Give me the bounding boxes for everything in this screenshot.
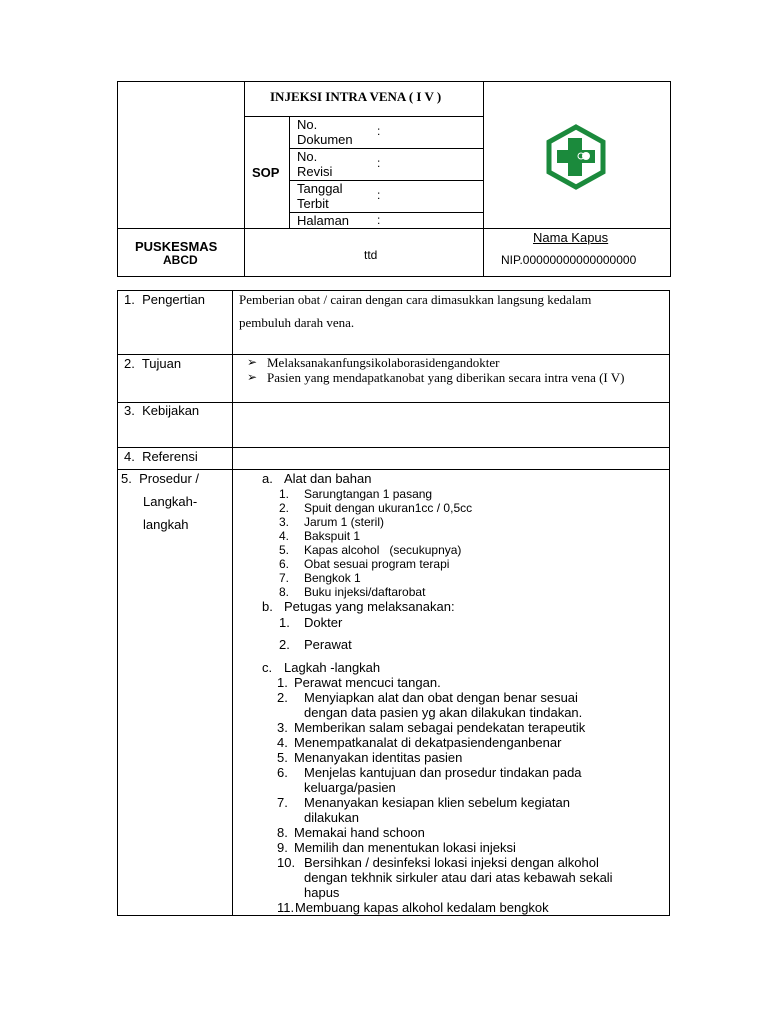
langkah-step-number: 4.: [277, 735, 288, 750]
langkah-step-number: 2.: [277, 690, 288, 705]
petugas-item-2: Perawat: [304, 637, 352, 652]
document-title: INJEKSI INTRA VENA ( I V ): [270, 89, 442, 104]
alat-item-number: 1.: [279, 487, 290, 501]
alat-item-number: 7.: [279, 571, 290, 585]
field-no-dokumen-sep: :: [377, 124, 381, 138]
langkah-step-number: 6.: [277, 765, 288, 780]
subsection-c-title: Lagkah -langkah: [284, 660, 381, 675]
langkah-step-text: Membuang kapas alkohol kedalam bengkok: [295, 900, 549, 915]
field-halaman-sep: :: [377, 213, 381, 227]
subsection-b-marker: b.: [262, 599, 273, 614]
alat-item: Bakspuit 1: [304, 529, 361, 543]
field-no-dokumen-label: No. Dokumen: [297, 117, 353, 147]
langkah-step-number: 9.: [277, 840, 288, 855]
tujuan-item-text: Pasien yang mendapatkanobat yang diberikan secara intra vena (I V): [267, 370, 625, 385]
petugas-item-1: Dokter: [304, 615, 343, 630]
langkah-step-number: 11.: [277, 900, 295, 915]
alat-item-number: 5.: [279, 543, 290, 557]
petugas-item-1-number: 1.: [279, 615, 290, 630]
langkah-step-text: dengan tekhnik sirkuler atau dari atas kebawah sekali: [304, 870, 613, 885]
petugas-item-2-number: 2.: [279, 637, 290, 652]
langkah-step-number: 3.: [277, 720, 288, 735]
langkah-step-number: 7.: [277, 795, 288, 810]
head-title: Nama Kapus: [533, 230, 609, 245]
langkah-step-text: Menjelas kantujuan dan prosedur tindakan pada: [304, 765, 582, 780]
org-name-line2: ABCD: [163, 253, 198, 267]
head-nip: NIP.00000000000000000: [501, 253, 637, 267]
alat-item: Buku injeksi/daftarobat: [304, 585, 426, 599]
list-item: [245, 355, 665, 370]
subsection-c-marker: c.: [262, 660, 273, 675]
alat-item-number: 2.: [279, 501, 290, 515]
alat-item: Bengkok 1: [304, 571, 361, 585]
langkah-step-text: dengan data pasien yg akan dilakukan tindakan.: [304, 705, 583, 720]
section-prosedur-label-line1: 5. Prosedur /: [121, 471, 200, 486]
langkah-step-number: 10.: [277, 855, 296, 870]
alat-item: Sarungtangan 1 pasang: [304, 487, 433, 501]
langkah-step-text: Memilih dan menentukan lokasi injeksi: [294, 840, 516, 855]
section-pengertian-label: 1. Pengertian: [124, 292, 205, 307]
langkah-step-text: Menanyakan identitas pasien: [294, 750, 463, 765]
alat-item: Jarum 1 (steril): [304, 515, 385, 529]
alat-item-number: 8.: [279, 585, 290, 599]
section-pengertian-text-line2: pembuluh darah vena.: [239, 315, 355, 330]
langkah-step-text: dilakukan: [304, 810, 359, 825]
alat-item-number: 4.: [279, 529, 290, 543]
langkah-step-text: Menyiapkan alat dan obat dengan benar sesuai: [304, 690, 578, 705]
langkah-step-text: Perawat mencuci tangan.: [294, 675, 441, 690]
alat-item: Obat sesuai program terapi: [304, 557, 450, 571]
subsection-a-marker: a.: [262, 471, 273, 486]
section-pengertian-text-line1: Pemberian obat / cairan dengan cara dimasukkan langsung kedalam: [239, 292, 592, 307]
subsection-a-title: Alat dan bahan: [284, 471, 372, 486]
langkah-step-text: Bersihkan / desinfeksi lokasi injeksi dengan alkohol: [304, 855, 599, 870]
langkah-step-text: Memakai hand schoon: [294, 825, 425, 840]
field-no-revisi-label: No. Revisi: [297, 149, 333, 179]
arrow-bullet-icon: ➢: [247, 370, 258, 384]
alat-item: Spuit dengan ukuran1cc / 0,5cc: [304, 501, 473, 515]
section-referensi-label: 4. Referensi: [124, 449, 198, 464]
field-halaman-label: Halaman: [297, 213, 350, 228]
section-prosedur-label-line2: Langkah-: [143, 494, 198, 509]
tujuan-list: [245, 355, 665, 385]
langkah-step-number: 8.: [277, 825, 288, 840]
langkah-step-text: Menanyakan kesiapan klien sebelum kegiatan: [304, 795, 570, 810]
alat-item-number: 6.: [279, 557, 290, 571]
langkah-step-text: keluarga/pasien: [304, 780, 396, 795]
subsection-b-title: Petugas yang melaksanakan:: [284, 599, 455, 614]
puskesmas-logo-icon: [543, 124, 609, 190]
langkah-step-number: 5.: [277, 750, 288, 765]
org-name-line1: PUSKESMAS: [135, 239, 218, 254]
section-tujuan-label: 2. Tujuan: [124, 356, 182, 371]
list-item: [245, 370, 665, 385]
langkah-step-number: 1.: [277, 675, 288, 690]
langkah-step-text: Memberikan salam sebagai pendekatan terapeutik: [294, 720, 586, 735]
field-tanggal-terbit-label: Tanggal Terbit: [297, 181, 343, 211]
alat-item: Kapas alcohol (secukupnya): [304, 543, 462, 557]
arrow-bullet-icon: ➢: [247, 355, 258, 369]
section-kebijakan-label: 3. Kebijakan: [124, 403, 200, 418]
sop-label: SOP: [252, 165, 280, 180]
signature-text: ttd: [364, 248, 378, 262]
alat-item-number: 3.: [279, 515, 290, 529]
tujuan-item-text: Melaksanakanfungsikolaborasidengandokter: [267, 355, 500, 370]
field-tanggal-terbit-sep: :: [377, 188, 381, 202]
section-prosedur-label-line3: langkah: [143, 517, 189, 532]
langkah-step-text: hapus: [304, 885, 340, 900]
langkah-step-text: Menempatkanalat di dekatpasiendenganbenar: [294, 735, 562, 750]
field-no-revisi-sep: :: [377, 156, 381, 170]
